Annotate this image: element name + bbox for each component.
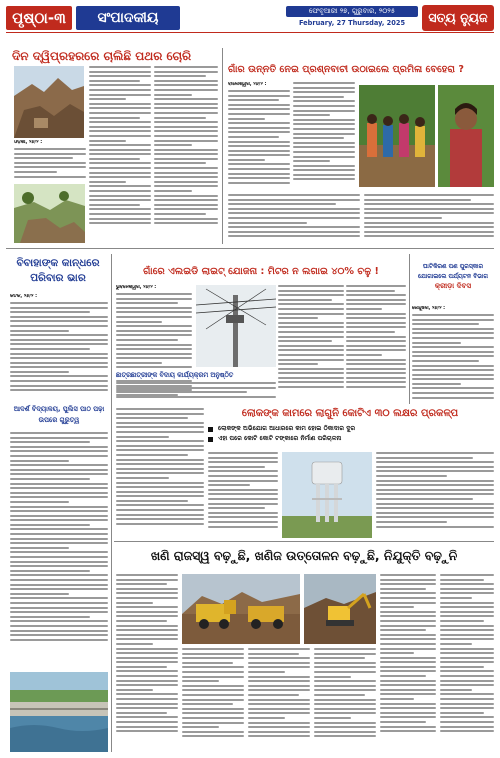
- photo-mine-excavator: [304, 574, 376, 644]
- headline-tourism-award-box: [412, 262, 494, 302]
- story-mining-col-2: [182, 648, 244, 752]
- date-english: February, 27 Thursday, 2025: [298, 19, 406, 27]
- story-mining-col-4: [314, 648, 376, 752]
- headline-tourism-award: ଘାଟିକିରଣ ପଣ ପୁରସ୍କାର ଯୋଗାଇଲେ ପର୍ଯ୍ୟଟନ ବିଭାଗ: [418, 263, 488, 280]
- dateline-col-e: କେନ୍ଦୁଝର, ୨୬/୨ :: [412, 306, 446, 311]
- photo-pramila-behera: [438, 85, 494, 187]
- bullet-item: [208, 434, 494, 444]
- dateline-col-b: ବାଲେଶ୍ୱର, ୨୬/୨ :: [228, 82, 267, 87]
- column-rule: [222, 48, 223, 244]
- photo-electric-pole: [196, 285, 276, 367]
- photo-dam-river: [10, 672, 108, 752]
- headline-mining-box: [114, 544, 494, 568]
- photo-quarry-rocks: [14, 66, 84, 138]
- story-mining-col-3: [248, 648, 310, 752]
- bullet-square-icon: [208, 427, 213, 432]
- page-number-badge: ପୃଷ୍ଠା-୩: [6, 6, 72, 30]
- dateline-col-c: କଟକ, ୨୬/୨ :: [10, 294, 38, 299]
- bullet-text: ଲୋକଙ୍କ ଅଭିଯୋଗ ଆଧାରରେ କାମ ହୋଇ ଠିକାଦାର ଦୁର: [218, 425, 356, 433]
- bullet-text: ଏହା ପରେ କୋଟି କୋଟି ଟଙ୍କାରେ ନିର୍ମାଣ ପରିଚାଳନା: [218, 435, 342, 443]
- story-mining-col-6: [440, 574, 494, 752]
- photo-quarry-site: [14, 184, 85, 243]
- bullet-square-icon: [208, 437, 213, 442]
- dateline: [286, 6, 418, 27]
- story-project-col-3: [376, 452, 494, 540]
- headline-sports-day: କ୍ରୀଡ଼ା ଦିବସ: [434, 281, 472, 290]
- masthead: [6, 5, 494, 33]
- headline-led-scheme: ଗାଁରେ ଏଲଇଡି ଲାଇଟ୍ ଯୋଜନା : ମିଟର ନ ଲଗାଇ ୪୦% ଚଳୁ !: [143, 266, 379, 277]
- story-mining-col-1: [116, 574, 178, 752]
- column-rule: [111, 254, 112, 752]
- story-mining-col-5: [380, 574, 436, 752]
- story-led-col-2: [278, 285, 344, 403]
- headline-pramila-behera: ଗାଁର ଉନ୍ନତି ନେଇ ପ୍ରଶ୍ନବାଚୀ ଉଠାଇଲେ ପ୍ରମିଳା ବେହେରା ?: [228, 63, 494, 77]
- headline-family-burden-text: ବିବାହାଙ୍କ କାନ୍ଧରେ ପରିବାର ଭାର: [16, 257, 100, 284]
- story-project-col-1: [116, 408, 204, 540]
- photo-mining-trucks: [182, 574, 300, 644]
- story-led-col-3: [346, 285, 406, 403]
- headline-family-burden: [10, 256, 106, 288]
- section-rule-top: [6, 248, 494, 249]
- column-rule: [409, 254, 410, 404]
- story-pramila-col-4: [364, 194, 494, 244]
- dateline-col-a: ଓଡ଼ିଶା, ୨୬/୨ :: [14, 140, 43, 145]
- story-stone-theft-col-3: [154, 66, 218, 244]
- newspaper-logo: ସତ୍ୟ ନ୍ୟୁଜ: [422, 5, 494, 31]
- section-rule-bottom: [114, 541, 494, 542]
- story-project-col-2: [208, 452, 278, 540]
- story-school-col: [10, 432, 108, 664]
- date-odia: ଫେବୃଆରୀ ୨୭, ଗୁରୁବାର, ୨୦୨୫: [286, 6, 418, 17]
- story-pramila-col-3: [228, 194, 360, 244]
- story-stone-theft-col-2: [89, 66, 151, 244]
- story-farewell-col: [116, 382, 276, 402]
- photo-water-tank: [282, 452, 372, 538]
- headline-mining-revenue: ଖଣି ରାଜସ୍ୱ ବଢ଼ୁଛି, ଖଣିଜ ଉତ୍ତୋଳନ ବଢ଼ୁଛି, ନିଯୁକ୍ତି ବଢ଼ୁନି: [150, 548, 458, 563]
- story-tourism-col: [412, 306, 494, 404]
- bullet-item: [208, 424, 494, 434]
- story-pramila-col-2: [293, 82, 355, 190]
- headline-led-scheme-bar: [116, 263, 406, 281]
- story-stone-theft-col-1: [14, 140, 86, 182]
- headline-project-box: [206, 404, 494, 424]
- story-family-col: [10, 294, 108, 394]
- story-pramila-col-1: [228, 82, 290, 190]
- dateline-col-d: ଭୁବନେଶ୍ୱର, ୨୬/୨ :: [116, 285, 157, 290]
- headline-stone-theft: ଦିନ ଦ୍ୱିପ୍ରହରରେ ଚାଲିଛି ପଥର ଚୋରି: [12, 48, 222, 64]
- bullet-points: [208, 424, 494, 447]
- section-title-badge: ସଂପାଦକୀୟ: [76, 6, 180, 30]
- headline-adarsha-school: [10, 404, 108, 428]
- headline-adarsha-school-text: ଆଦର୍ଶ ବିଦ୍ୟାଳୟ, ପୁଲିସ ପାଠ ପଢ଼ା ଉପରେ ଗୁରୁତ୍ୱ: [13, 405, 105, 424]
- photo-village-women: [359, 85, 435, 187]
- headline-student-farewell: ଛାତ୍ରଛାତ୍ରୀଙ୍କ ବିଦାୟ କାର୍ଯ୍ୟକ୍ରମ ଅନୁଷ୍ଠିତ: [116, 370, 276, 380]
- headline-crore-project: ଲୋକଙ୍କ କାମରେ ଲାଗୁନି କୋଟିଏ ୩୦ ଲକ୍ଷର ପ୍ରକଳ୍ପ: [241, 408, 459, 419]
